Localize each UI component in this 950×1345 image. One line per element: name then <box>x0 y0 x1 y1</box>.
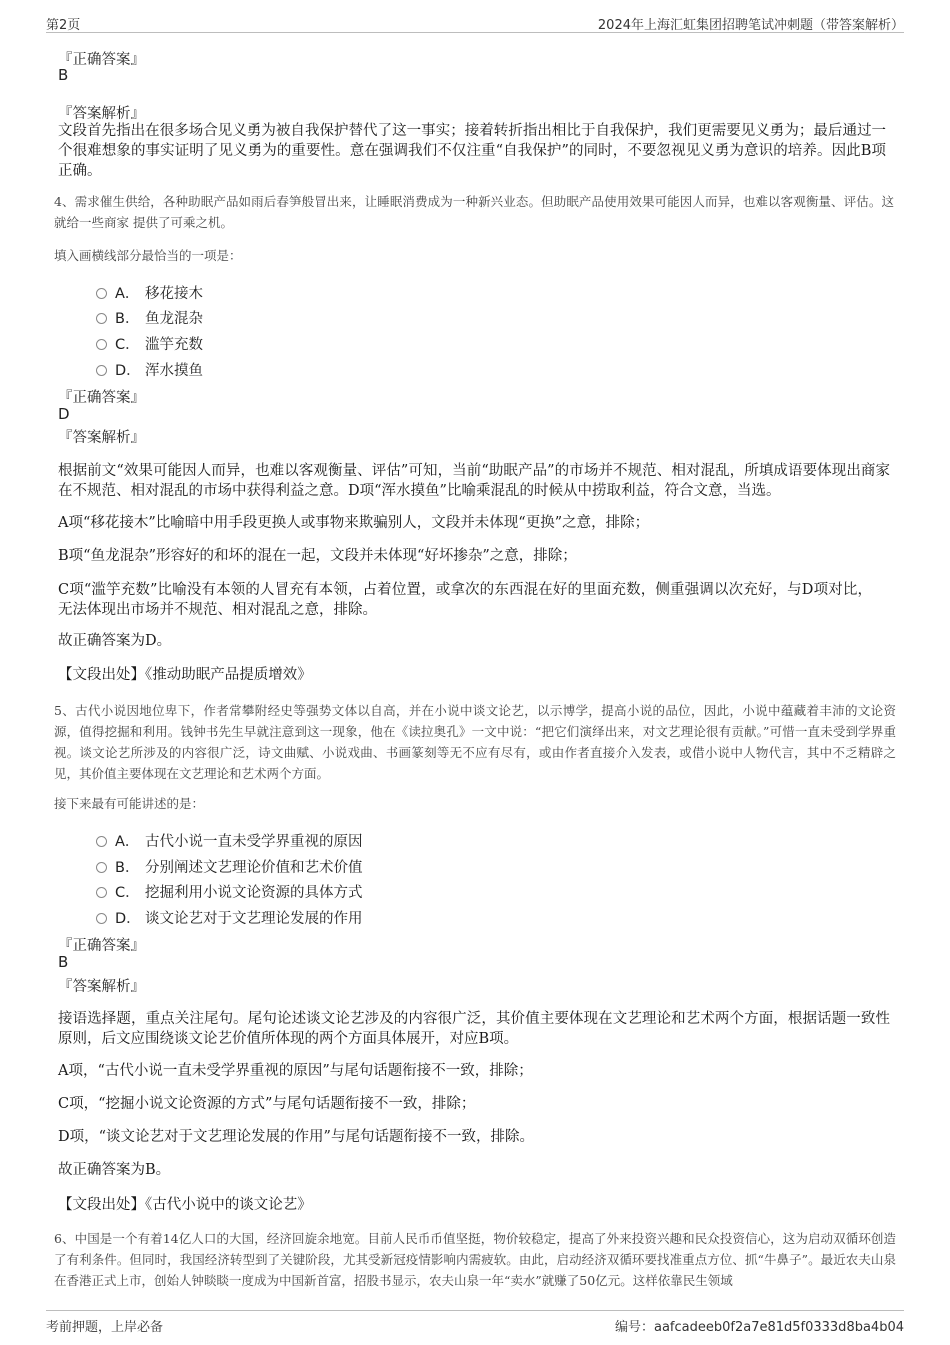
analysis-label: 『答案解析』 <box>58 430 145 446</box>
analysis-paragraph: B项“鱼龙混杂”形容好的和坏的混在一起，文段并未体现“好坏掺杂”之意，排除； <box>58 548 577 564</box>
option-d[interactable]: D． 谈文论艺对于文艺理论发展的作用 <box>96 907 363 928</box>
radio-icon[interactable] <box>96 913 107 924</box>
analysis-label: 『答案解析』 <box>58 106 145 122</box>
question-stem: 4、需求催生供给，各种助眠产品如雨后春笋般冒出来，让睡眠消费成为一种新兴业态。但助眠产品使用效果可能因人而异，也难以客观衡量、评估。这就给一些商家 提供了可乘之机。 <box>54 194 894 230</box>
analysis-paragraph: A项，“古代小说一直未受学界重视的原因”与尾句话题衔接不一致，排除； <box>58 1063 533 1079</box>
source-line: 【文段出处】《古代小说中的谈文论艺》 <box>58 1197 312 1213</box>
analysis-label: 『答案解析』 <box>58 979 145 995</box>
radio-icon[interactable] <box>96 288 107 299</box>
correct-answer-label: 『正确答案』 <box>58 390 145 406</box>
radio-icon[interactable] <box>96 862 107 873</box>
option-b[interactable]: B． 鱼龙混杂 <box>96 307 203 328</box>
source-line: 【文段出处】《推动助眠产品提质增效》 <box>58 667 312 683</box>
document-id: 编号：aafcadeeb0f2a7e81d5f0333d8ba4b04 <box>614 1320 904 1335</box>
radio-icon[interactable] <box>96 313 107 324</box>
question-prompt: 接下来最有可能讲述的是： <box>54 796 205 811</box>
correct-answer-value: B <box>58 953 69 971</box>
analysis-paragraph: C项“滥竽充数”比喻没有本领的人冒充有本领，占着位置，或拿次的东西混在好的里面充数，侧重强调以次充好，与D项对比，无法体现出市场并不规范、相对混乱之意，排除。 <box>58 582 872 618</box>
analysis-paragraph: C项，“挖掘小说文论资源的方式”与尾句话题衔接不一致，排除； <box>58 1096 476 1112</box>
option-c[interactable]: C． 滥竽充数 <box>96 333 203 354</box>
page-header <box>46 12 904 33</box>
analysis-paragraph: 接语选择题，重点关注尾句。尾句论述谈文论艺涉及的内容很广泛，其价值主要体现在文艺理论和艺术两个方面，根据话题一致性原则，后文应围绕谈文论艺价值所体现的两个方面具体展开，对应B项。 <box>58 1011 890 1047</box>
radio-icon[interactable] <box>96 887 107 898</box>
analysis-text: 文段首先指出在很多场合见义勇为被自我保护替代了这一事实；接着转折指出相比于自我保护，我们更需要见义勇为；最后通过一个很难想象的事实证明了见义勇为的重要性。意在强调我们不仅注重“自我保护”的同时，不要忽视见义勇为意识的培养。因此B项正确。 <box>58 123 886 179</box>
correct-answer-label: 『正确答案』 <box>58 52 145 68</box>
analysis-paragraph: D项，“谈文论艺对于文艺理论发展的作用”与尾句话题衔接不一致，排除。 <box>58 1129 534 1145</box>
question-prompt: 填入画横线部分最恰当的一项是： <box>54 248 242 263</box>
correct-answer-value: D <box>58 405 70 423</box>
analysis-paragraph: A项“移花接木”比喻暗中用手段更换人或事物来欺骗别人，文段并未体现“更换”之意，排除； <box>58 515 650 531</box>
radio-icon[interactable] <box>96 365 107 376</box>
correct-answer-value: B <box>58 66 69 84</box>
radio-icon[interactable] <box>96 339 107 350</box>
analysis-paragraph: 根据前文“效果可能因人而异，也难以客观衡量、评估”可知，当前“助眠产品”的市场并不规范、相对混乱，所填成语要体现出商家在不规范、相对混乱的市场中获得利益之意。D项“浑水摸鱼”比喻乘混乱的时候从中捞取利益，符合文意，当选。 <box>58 463 890 499</box>
page-footer <box>46 1310 904 1333</box>
option-a[interactable]: A． 古代小说一直未受学界重视的原因 <box>96 830 363 851</box>
option-b[interactable]: B． 分别阐述文艺理论价值和艺术价值 <box>96 856 363 877</box>
option-d[interactable]: D． 浑水摸鱼 <box>96 359 203 380</box>
option-a[interactable]: A． 移花接木 <box>96 282 203 303</box>
document-title: 2024年上海汇虹集团招聘笔试冲刺题（带答案解析） <box>597 18 904 33</box>
radio-icon[interactable] <box>96 836 107 847</box>
option-c[interactable]: C． 挖掘利用小说文论资源的具体方式 <box>96 881 363 902</box>
question-stem: 5、古代小说因地位卑下，作者常攀附经史等强势文体以自高，并在小说中谈文论艺，以示博学，提高小说的品位，因此，小说中蕴藏着丰沛的文论资源，值得挖掘和利用。钱钟书先生早就注意到这一现象，他在《读拉奥孔》一文中说：“把它们演绎出来，对文艺理论很有贡献。”可惜一直未受到学界重视。谈文论艺所涉及的内容很广泛，诗文曲赋、小说戏曲、书画篆刻等无不应有尽有，或由作者直接介入发表，或借小说中人物代言，其中不乏精辟之见，其价值主要体现在文艺理论和艺术两个方面。 <box>54 703 896 781</box>
analysis-paragraph: 故正确答案为B。 <box>58 1162 171 1178</box>
correct-answer-label: 『正确答案』 <box>58 938 145 954</box>
footer-slogan: 考前押题，上岸必备 <box>46 1320 164 1335</box>
page-number: 第2页 <box>46 18 81 33</box>
question-stem: 6、中国是一个有着14亿人口的大国，经济回旋余地宽。目前人民币币值坚挺，物价较稳定，提高了外来投资兴趣和民众投资信心，这为启动双循环创造了有利条件。但同时，我国经济转型到了关键阶段，尤其受新冠疫情影响内需疲软。由此，启动经济双循环要找准重点方位、抓“牛鼻子”。最近农夫山泉在香港正式上市，创始人钟睒睒一度成为中国新首富，招股书显示，农夫山泉一年“卖水”就赚了50亿元。这样依靠民生领域 <box>54 1231 896 1288</box>
analysis-paragraph: 故正确答案为D。 <box>58 633 172 649</box>
